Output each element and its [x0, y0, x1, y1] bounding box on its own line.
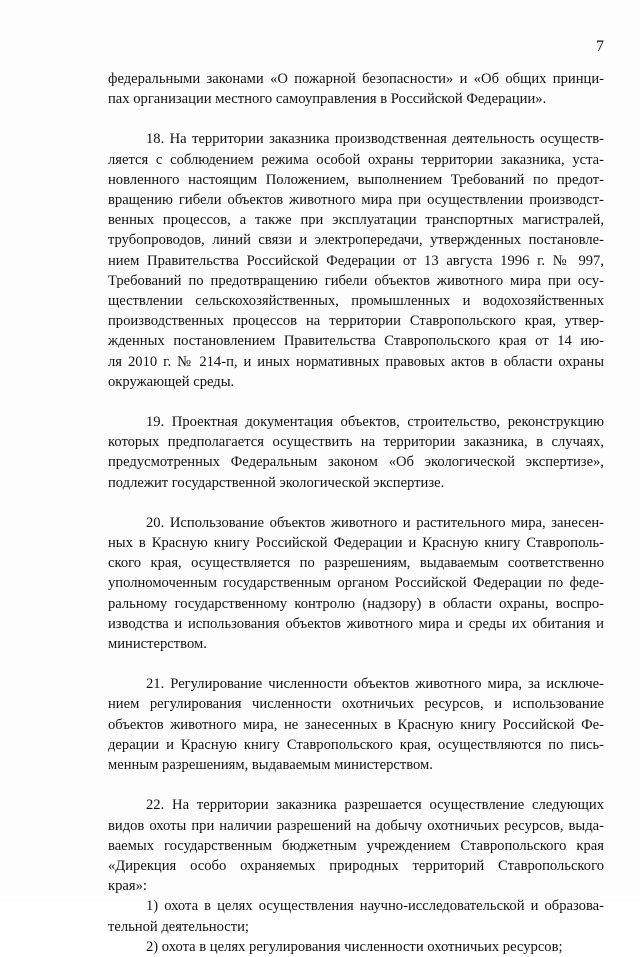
- text-line: ральному государственному контролю (надзору) в области охраны, воспро-: [108, 595, 604, 612]
- text-line: Требований по предотвращению гибели объектов животного мира при осу-: [108, 272, 604, 289]
- paragraph-18: [108, 129, 604, 392]
- text-line: венных процессов, а также при эксплуатации транспортных магистралей,: [108, 212, 604, 229]
- paragraph-gap: [108, 392, 604, 412]
- text-line: жденных постановлением Правительства Ставропольского края от 14 ию-: [108, 333, 604, 350]
- text-line: «Дирекция особо охраняемых природных территорий Ставропольского: [108, 857, 604, 874]
- text-line: 22. На территории заказника разрешается осуществление следующих: [146, 797, 604, 814]
- text-line: менным разрешениям, выдаваемым министерством.: [108, 757, 433, 774]
- text-line: производственных процессов на территории Ставропольского края, утвер-: [108, 313, 604, 330]
- text-line: видов охоты при наличии разрешений на добычу охотничьих ресурсов, выда-: [108, 817, 604, 834]
- text-line: предусмотренных Федеральным законом «Об экологической экспертизе»,: [108, 454, 604, 471]
- text-line: ляется с соблюдением режима особой охраны территории заказника, уста-: [108, 151, 604, 168]
- list-item-1: [108, 896, 604, 936]
- text-line: тельной деятельности;: [108, 918, 249, 935]
- paragraph-gap: [108, 654, 604, 674]
- document-body: [108, 69, 604, 957]
- text-line: ных в Красную книгу Российской Федерации и Красную книгу Ставрополь-: [108, 535, 604, 552]
- text-line: 2) охота в целях регулирования численности охотничьих ресурсов;: [146, 938, 563, 955]
- text-line: объектов животного мира, не занесенных в Красную книгу Российской Фе-: [108, 716, 604, 733]
- text-line: пах организации местного самоуправления в Российской Федерации».: [108, 91, 547, 108]
- text-line: дерации и Красную книгу Ставропольского края, осуществляются по пись-: [108, 736, 604, 753]
- list-item-2: [108, 937, 604, 957]
- text-line: федеральными законами «О пожарной безопасности» и «Об общих принци-: [108, 71, 604, 87]
- text-line: нием регулирования численности охотничьих ресурсов, и использование: [108, 696, 604, 713]
- paragraph-22: [108, 795, 604, 896]
- text-line: трубопроводов, линий связи и электропередачи, утвержденных постановле-: [108, 232, 604, 249]
- text-line: края»:: [108, 878, 147, 895]
- text-line: которых предполагается осуществить на территории заказника, в случаях,: [108, 434, 604, 451]
- text-line: ля 2010 г. № 214-п, и иных нормативных правовых актов в области охраны: [108, 353, 604, 370]
- text-line: уполномоченным государственным органом Российской Федерации по феде-: [108, 575, 604, 592]
- paragraph-gap: [108, 109, 604, 129]
- paragraph-continuation: [108, 69, 604, 109]
- text-line: окружающей среды.: [108, 373, 235, 390]
- text-line: ского края, осуществляется по разрешениям, выдаваемым соответственно: [108, 555, 604, 572]
- text-line: изводства и использования объектов животного мира и среды их обитания и: [108, 615, 604, 632]
- text-line: ваемых государственным бюджетным учреждением Ставропольского края: [108, 837, 604, 854]
- text-line: подлежит государственной экологической экспертизе.: [108, 474, 445, 491]
- text-line: вращению гибели объектов животного мира при осуществлении производст-: [108, 192, 604, 209]
- text-line: 20. Использование объектов животного и растительного мира, занесен-: [146, 514, 604, 531]
- page-number: 7: [596, 38, 604, 55]
- text-line: новленного настоящим Положением, выполнением Требований по предот-: [108, 171, 604, 188]
- text-line: 19. Проектная документация объектов, строительство, реконструкцию: [146, 414, 604, 431]
- paragraph-19: [108, 412, 604, 493]
- text-line: министерством.: [108, 636, 207, 653]
- text-line: 18. На территории заказника производственная деятельность осуществ-: [146, 131, 604, 148]
- text-line: 1) охота в целях осуществления научно-исследовательской и образова-: [146, 898, 604, 915]
- paragraph-20: [108, 513, 604, 654]
- text-line: нием Правительства Российской Федерации от 13 августа 1996 г. № 997,: [108, 252, 604, 269]
- text-line: ществлении сельскохозяйственных, промышленных и водохозяйственных: [108, 293, 604, 310]
- text-line: 21. Регулирование численности объектов животного мира, за исключе-: [146, 676, 604, 693]
- paragraph-21: [108, 674, 604, 775]
- paragraph-gap: [108, 775, 604, 795]
- paragraph-gap: [108, 493, 604, 513]
